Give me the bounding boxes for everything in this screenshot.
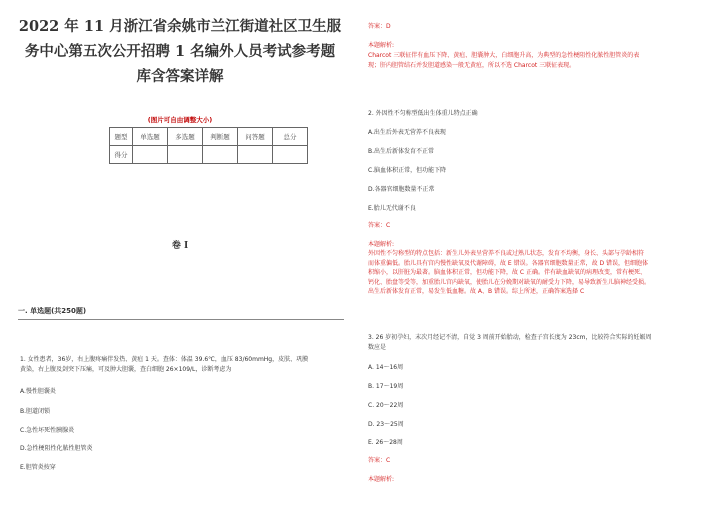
- question-1-option-a[interactable]: A.慢性胆囊炎: [20, 388, 56, 395]
- title-line: 2022 年 11 月浙江省余姚市兰江街道社区卫生服: [18, 18, 342, 35]
- score-cell: [133, 146, 168, 164]
- score-row-label: 得分: [110, 146, 133, 164]
- stem-line: 1. 女性患者，36岁，右上腹疼痛伴发热、黄疸 1 天。查体：体温 39.6℃，血压 83/60mmHg，皮肤、巩膜: [20, 356, 309, 363]
- score-table: [109, 127, 308, 164]
- analysis-line: 而体重偏低。胎儿具有宫内慢性缺氧及代谢障碍，故 E 错误。各器官细胞数量正常，故 D 错误，但细胞体: [368, 259, 649, 267]
- answer-3: 答案：C: [368, 457, 391, 464]
- question-3-stem: [368, 333, 713, 353]
- question-1-option-c[interactable]: C.急性坏死性胰腺炎: [20, 427, 75, 434]
- analysis-line: Charcot 三联征伴有血压下降、黄疸、胆囊肿大，白细胞升高，为典型的急性梗阻性化脓性胆管炎的表: [368, 52, 640, 59]
- question-2-option-d[interactable]: D.各器官细胞数量不正常: [368, 186, 435, 193]
- score-table-score-row: [110, 146, 308, 164]
- document-title: [10, 14, 350, 89]
- section-divider: [18, 319, 344, 320]
- analysis-line: 钙化、胎盘等受等，加重胎儿宫内缺氧，使胎儿在分娩期对缺氧的耐受力下降，易导致新生儿脑神经受损。: [368, 278, 651, 286]
- question-1-option-e[interactable]: E.胆管炎按穿: [20, 464, 56, 471]
- analysis-2: [368, 249, 713, 297]
- analysis-label-2: 本题解析:: [368, 241, 395, 248]
- question-2-stem: 2. 外因性不匀称型低出生体重儿特点正确: [368, 110, 478, 117]
- title-line: 库含答案详解: [136, 68, 224, 85]
- question-1-option-b[interactable]: B.胆道闭锁: [20, 408, 51, 415]
- question-1-option-d[interactable]: D.急性梗阻性化脓性胆管炎: [20, 445, 93, 452]
- section-heading: 一. 单选题(共250题): [18, 307, 87, 315]
- score-cell: [203, 146, 238, 164]
- question-3-option-c[interactable]: C. 20～22周: [368, 402, 404, 409]
- question-2-option-e[interactable]: E.胎儿无代谢不良: [368, 205, 416, 212]
- volume-heading: 卷 I: [171, 241, 189, 251]
- stem-line: 数应是: [368, 344, 387, 351]
- stem-line: 黄染，右上腹及剑突下压痛，可及肿大胆囊，查白细胞 26×109/L，诊断考虑为: [20, 366, 232, 373]
- score-header-cell: 单选题: [133, 128, 168, 146]
- score-cell: [273, 146, 308, 164]
- question-2-option-b[interactable]: B.出生后新体发育不正常: [368, 148, 435, 155]
- answer-2: 答案：C: [368, 222, 391, 229]
- analysis-line: 出生后新体发育正常，易发生低血糖。故 A、B 错误。综上所述，正确答案选择 C: [368, 288, 585, 295]
- question-3-option-d[interactable]: D. 23～25周: [368, 421, 404, 428]
- stem-line: 3. 26 岁初孕妇，末次月经记不清，自觉 3 周前开始胎动，检查子宫长度为 23cm，比较符合实际的妊娠周: [368, 334, 652, 341]
- analysis-label-3: 本题解析:: [368, 476, 395, 483]
- question-3-option-a[interactable]: A. 14～16周: [368, 364, 404, 371]
- question-2-option-c[interactable]: C.脑血体积正常，但功能下降: [368, 167, 447, 174]
- score-header-cell: 判断题: [203, 128, 238, 146]
- image-resize-note: (图片可自由调整大小): [147, 116, 213, 124]
- score-cell: [168, 146, 203, 164]
- analysis-line: 积缩小，以肝脏为最著。脑血体积正常，但功能下降，故 C 正确。伴有缺血缺氧的病理改变，常有梗死、: [368, 269, 647, 276]
- analysis-line: 外因性不匀称型的特点包括：新生儿外表呈营养不良或过熟儿状态，发育不均衡，身长、头部与孕龄相符: [368, 250, 645, 257]
- answer-1: 答案：D: [368, 23, 391, 30]
- score-header-cell: 题型: [110, 128, 133, 146]
- analysis-label-1: 本题解析:: [368, 42, 395, 49]
- analysis-line: 现；肝内胆管结石并发胆道感染一般无黄疸，所以不选 Charcot 三联征表现。: [368, 61, 576, 69]
- title-line: 务中心第五次公开招聘 1 名编外人员考试参考题: [24, 43, 336, 60]
- question-3-option-e[interactable]: E. 26～28周: [368, 439, 403, 446]
- right-page: [360, 0, 720, 508]
- question-2-option-a[interactable]: A.出生后外表无营养不良表现: [368, 129, 446, 136]
- analysis-1: [368, 51, 713, 70]
- score-table-header-row: [110, 128, 308, 146]
- question-3-option-b[interactable]: B. 17～19周: [368, 383, 404, 390]
- score-header-cell: 问答题: [238, 128, 273, 146]
- score-cell: [238, 146, 273, 164]
- question-1-stem: [20, 355, 350, 375]
- score-header-cell: 总分: [273, 128, 308, 146]
- score-header-cell: 多选题: [168, 128, 203, 146]
